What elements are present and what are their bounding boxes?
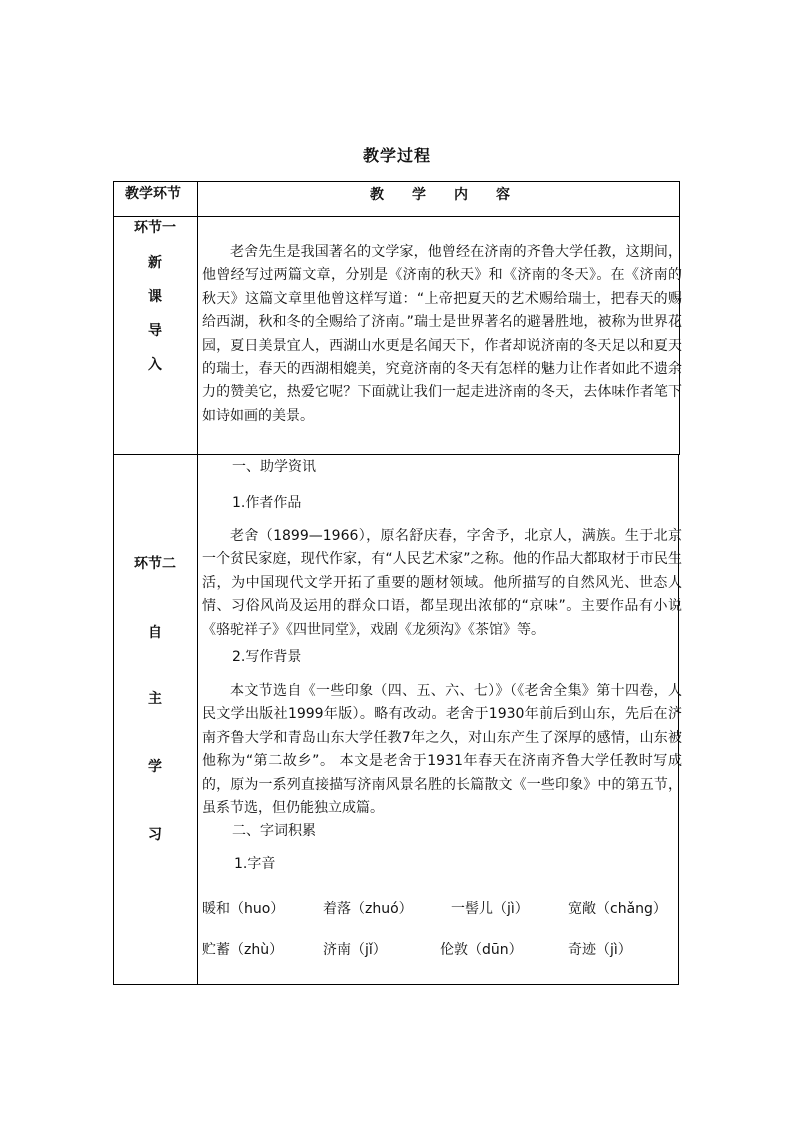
- section1-label-5: 入: [148, 357, 162, 373]
- page-title: 教学过程: [362, 146, 431, 165]
- row-divider-section1: [113, 454, 680, 455]
- header-stage: 教学环节: [125, 186, 181, 202]
- row-divider-header: [113, 216, 680, 217]
- background-paragraph: 本文节选自《一些印象（四、五、六、七）》（《老舍全集》第十四卷，人民文学出版社1999年版）。略有改动。老舍于1930年前后到山东，先后在济南齐鲁大学和青岛山东大学任教7年之久，对山东产生了深厚的感情，山东被他称为“第二故乡”。 本文是老舍于1931年春天在济南齐鲁大学任教时写成的，原为一系列直接描写济南风景名胜的长篇散文《一些印象》中的第五节，虽系节选，但仍能独立成篇。: [202, 683, 682, 817]
- section2-heading-1: 一、助学资讯: [232, 459, 316, 475]
- section1-label-3: 课: [148, 289, 162, 305]
- pronunciation-subheading: 1.字音: [234, 856, 276, 872]
- intro-paragraph: 老舍先生是我国著名的文学家，他曾经在济南的齐鲁大学任教，这期间，他曾经写过两篇文章，分别是《济南的秋天》和《济南的冬天》。在《济南的秋天》这篇文章里他曾这样写道：“上帝把夏天的艺术赐给瑞士，把春天的赐给西湖，秋和冬的全赐给了济南。”瑞士是世界著名的避暑胜地，被称为世界花园，夏日美景宜人，西湖山水更是名闻天下，作者却说济南的冬天足以和夏天的瑞士，春天的西湖相媲美，究竟济南的冬天有怎样的魅力让作者如此不遗余力的赞美它，热爱它呢？下面就让我们一起走进济南的冬天，去体味作者笔下如诗如画的美景。: [202, 244, 682, 424]
- column-divider: [197, 181, 198, 985]
- author-works-subheading: 1.作者作品: [232, 495, 302, 511]
- section2-label-5: 习: [148, 827, 162, 843]
- word-item: 着落（zhuó）: [323, 901, 413, 917]
- word-item: 济南（jǐ）: [323, 942, 387, 958]
- section1-label-2: 新: [148, 255, 162, 271]
- background-subheading: 2.写作背景: [232, 649, 302, 665]
- word-item: 伦敦（dūn）: [440, 942, 523, 958]
- word-item: 奇迹（jì）: [568, 942, 632, 958]
- section2-label-4: 学: [148, 759, 162, 775]
- header-content: 教 学 内 容: [370, 187, 510, 203]
- section2-label-3: 主: [148, 691, 162, 707]
- word-item: 暖和（huo）: [202, 901, 285, 917]
- author-paragraph: 老舍（1899—1966），原名舒庆春，字舍予，北京人，满族。生于北京一个贫民家庭，现代作家，有“人民艺术家”之称。他的作品大都取材于市民生活，为中国现代文学开拓了重要的题材领域。他所描写的自然风光、世态人情、习俗风尚及运用的群众口语，都呈现出浓郁的“京味”。主要作品有小说《骆驼祥子》《四世同堂》，戏剧《龙须沟》《茶馆》等。: [202, 528, 682, 638]
- table-border-top: [113, 181, 680, 182]
- lesson-table: [113, 181, 680, 985]
- word-item: 一髻儿（jì）: [451, 901, 529, 917]
- section1-label-1: 环节一: [134, 220, 176, 236]
- section2-label-2: 自: [148, 625, 162, 641]
- section1-label-4: 导: [148, 323, 162, 339]
- section2-heading-2: 二、字词积累: [232, 823, 316, 839]
- word-item: 宽敞（chǎng）: [568, 901, 667, 917]
- word-item: 贮蓄（zhù）: [202, 942, 284, 958]
- section2-label-1: 环节二: [134, 556, 176, 572]
